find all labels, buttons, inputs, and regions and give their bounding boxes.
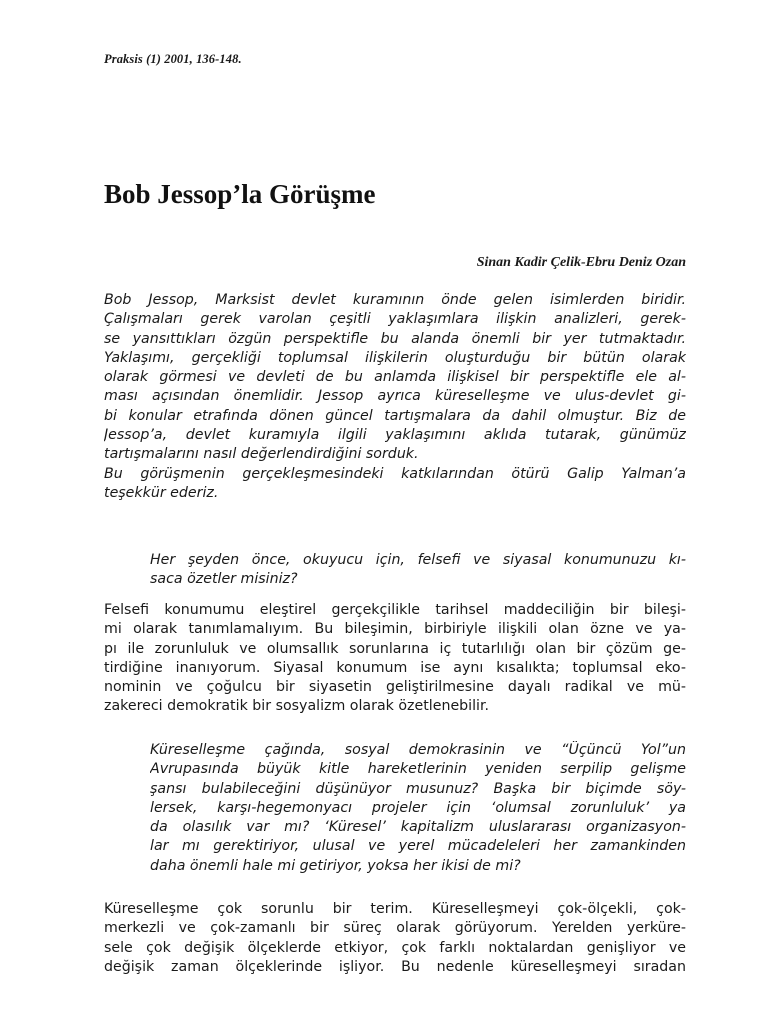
intro-line: teşekkür ederiz. <box>104 484 219 501</box>
journal-citation: Praksis (1) 2001, 136-148. <box>104 52 242 66</box>
answer-line: Küreselleşme çok sorunlu bir terim. Küreselleşmeyi çok-ölçekli, çok- <box>104 901 686 917</box>
intro-line: Jessop’a, devlet kuramıyla ilgili yaklaşımını aklıda tutarak, günümüz <box>104 427 686 444</box>
answer-2 <box>104 900 686 977</box>
question-line: lersek, karşı-hegemonyacı projeler için ‘olumsal zorunluluk’ ya <box>150 799 686 816</box>
answer-line: sele çok değişik ölçeklerde etkiyor, çok farklı noktalardan genişliyor ve <box>104 939 686 956</box>
question-line: Her şeyden önce, okuyucu için, felsefi ve siyasal konumunuzu kı- <box>150 552 686 568</box>
answer-line: Felsefi konumumu eleştirel gerçekçilikle tarihsel maddeciliğin bir bileşi- <box>104 602 686 618</box>
article-title: Bob Jessop’la Görüşme <box>104 179 376 209</box>
question-line: daha önemli hale mi getiriyor, yoksa her ikisi de mi? <box>150 857 521 874</box>
question-line: da olasılık var mı? ‘Küresel’ kapitalizm uluslararası organizasyon- <box>150 819 686 836</box>
intro-line: Bu görüşmenin gerçekleşmesindeki katkılarından ötürü Galip Yalman’a <box>104 465 686 482</box>
intro-line: ması açısından önemlidir. Jessop ayrıca küreselleşme ve ulus-devlet gi- <box>104 388 686 405</box>
question-line: saca özetler misiniz? <box>150 571 298 588</box>
intro-line: Bob Jessop, Marksist devlet kuramının önde gelen isimlerden biridir. <box>104 292 686 308</box>
answer-1 <box>104 601 686 717</box>
answer-line: nominin ve çoğulcu bir siyasetin geliştirilmesine dayalı radikal ve mü- <box>104 679 686 696</box>
intro-line: bi konular etrafında dönen güncel tartışmalara da dahil olmuştur. Biz de <box>104 407 686 424</box>
intro-paragraph <box>104 291 686 503</box>
question-line: Küreselleşme çağında, sosyal demokrasinin ve “Üçüncü Yol”un <box>150 742 686 758</box>
question-line: Avrupasında büyük kitle hareketlerinin yeniden serpilip gelişme <box>150 761 686 778</box>
intro-line: Yaklaşımı, gerçekliği toplumsal ilişkilerin oluşturduğu bir bütün olarak <box>104 349 686 366</box>
intro-line: se yansıttıkları özgün perspektifle bu alanda önemli bir yer tutmaktadır. <box>104 330 686 347</box>
question-2 <box>150 741 686 876</box>
question-1 <box>150 551 686 590</box>
answer-line: mi olarak tanımlamalıyım. Bu bileşimin, birbiriyle ilişkili olan özne ve ya- <box>104 621 686 638</box>
article-authors: Sinan Kadir Çelik-Ebru Deniz Ozan <box>476 255 686 270</box>
question-line: lar mı gerektiriyor, ulusal ve yerel mücadeleleri her zamankinden <box>150 838 686 855</box>
answer-line: zakereci demokratik bir sosyalizm olarak özetlenebilir. <box>104 698 490 715</box>
document-page <box>104 0 686 1024</box>
answer-line: değişik zaman ölçeklerinde işliyor. Bu nedenle küreselleşmeyi sıradan <box>104 958 686 975</box>
intro-line: Çalışmaları gerek varolan çeşitli yaklaşımlara ilişkin analizleri, gerek- <box>104 311 686 328</box>
answer-line: merkezli ve çok-zamanlı bir süreç olarak görüyorum. Yerelden yerküre- <box>104 920 686 937</box>
intro-line: tartışmalarını nasıl değerlendirdiğini sorduk. <box>104 446 419 463</box>
answer-line: tirdiğine inanıyorum. Siyasal konumum ise aynı kısalıkta; toplumsal eko- <box>104 659 686 676</box>
intro-line: olarak görmesi ve devleti de bu anlamda ilişkisel bir perspektifle ele al- <box>104 369 686 386</box>
answer-line: pı ile zorunluluk ve olumsallık sorunlarına iç tutarlılığı olan bir çözüm ge- <box>104 640 686 657</box>
question-line: şansı bulabileceğini düşünüyor musunuz? Başka bir biçimde söy- <box>150 780 686 797</box>
